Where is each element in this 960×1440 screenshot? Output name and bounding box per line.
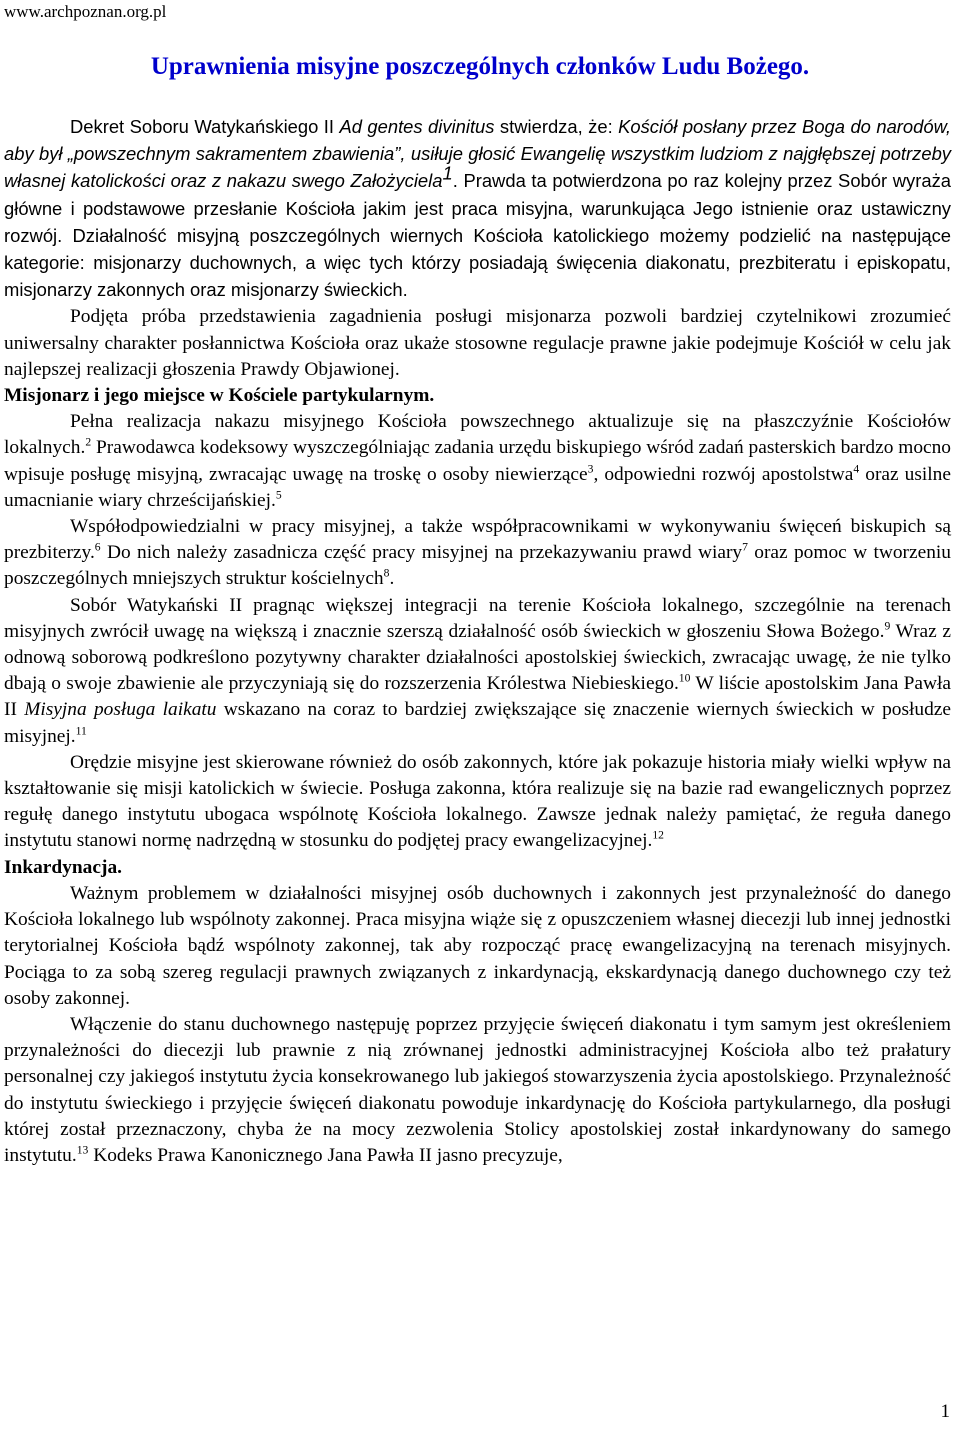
footnote-ref: 7 [742,540,748,554]
footnote-ref: 13 [76,1143,89,1157]
section-heading [4,855,951,881]
text-segment: . [389,568,395,590]
text-segment: Współodpowiedzialni w pracy misyjnej, a także współpracownikami w wykonywaniu święceń biskupich są prezbiterzy. [4,516,951,564]
text-segment: oraz pomoc w tworzeniu poszczególnych mniejszych struktur kościelnych [4,542,951,590]
text-segment: Misyjna posługa laikatu [24,699,217,721]
footnote-ref: 4 [853,462,860,476]
text-segment: , odpowiedni rozwój apostolstwa [593,463,854,485]
text-segment: Prawodawca kodeksowy wyszczególniając zadania urzędu biskupiego wśród zadań pasterskich bardzo mocno wpisuje posługę misyjną, zwracając uwagę na troskę o osoby niewierzące [4,437,952,485]
text-segment: oraz usilne umacnianie wiary chrześcijańskiej. [4,463,951,511]
text-segment: Podjęta próba przedstawienia zagadnienia posługi misjonarza pozwoli bardziej czytelnikowi zrozumieć uniwersalny charakter posłannictwa Kościoła oraz ukaże stosowne regulacje prawne jakie podejmuje Kościół w celu jak najlepszej realizacji głoszenia Prawdy Objawionej. [4,306,951,380]
text-segment: Ważnym problemem w działalności misyjnej osób duchownych i zakonnych jest przynależność do danego Kościoła lokalnego lub wspólnoty zakonnej. Praca misyjna wiąże się z opuszczeniem własnej diecezji lub innej jednostki terytorialnej Kościoła bądź wspólnoty zakonnej, tak aby rozpocząć pracę ewangelizacyjną na terenach misyjnych. Pociąga to za sobą szereg regulacji prawnych związanych z inkardynacją, ekskardynacją danego duchownego czy też osoby zakonnej. [4,882,951,1009]
text-segment: Wraz z odnową soborową podkreślono pozytywny charakter działalności apostolskiej świeckich, zwracając uwagę, że nie tylko dbają o swoje zbawienie ale przyczyniają się do rozszerzenia Królestwa Niebieskiego. [4,620,951,695]
body-paragraph [4,304,951,383]
footnote-ref: 12 [652,829,664,843]
text-segment: W liście apostolskim Jana Pawła II [4,673,951,721]
document-title: Uprawnienia misyjne poszczególnych członków Ludu Bożego. [150,53,810,80]
text-segment: wskazano na coraz to bardziej zwiększające się znaczenie wiernych świeckich w posłudze misyjnej. [4,699,951,747]
body-paragraph [4,750,951,855]
footnote-ref: 10 [678,671,691,685]
body-paragraph [4,881,951,1012]
footnote-ref: 1 [442,162,453,184]
text-segment: Orędzie misyjne jest skierowane również do osób zakonnych, które jak pokazuje historia miały wielki wpływ na kształtowanie się misji katolickich w świecie. Posługa zakonna, która realizuje się na bazie rad ewangelicznych poprzez regułę danego instytutu ubogaca wspólnotę Kościoła lokalnego. Zawsze jednak należy pamiętać, że reguła danego instytutu stanowi normę nadrzędną w stosunku do podjętej pracy ewangelizacyjnej. [4,751,951,852]
text-segment: Inkardynacja. [4,856,122,878]
text-segment: Misjonarz i jego miejsce w Kościele partykularnym. [4,385,435,407]
site-url: www.archpoznan.org.pl [4,2,167,21]
text-segment: Kodeks Prawa Kanonicznego Jana Pawła II jasno precyzuje, [88,1144,563,1166]
body-paragraph [4,514,951,593]
text-segment: stwierdza, że: [494,116,619,137]
footnote-ref: 5 [275,488,282,502]
text-segment: Ad gentes divinitus [339,116,495,137]
footnote-ref: 8 [383,566,390,580]
text-segment: Kościół posłany przez Boga do narodów, aby był „powszechnym sakramentem zbawienia”, usiłuje głosić Ewangelię wszystkim ludziom z najgłębszej potrzeby własnej katolickości oraz z nakazu swego Założyciela [4,116,951,192]
page-number: 1 [940,1401,950,1422]
body-paragraph [4,1012,951,1169]
section-heading [4,383,951,409]
text-segment: Sobór Watykański II pragnąc większej integracji na terenie Kościoła lokalnego, szczególnie na terenach misyjnych zwrócił uwagę na większą i znacznie szerszą działalność osób świeckich w głoszeniu Słowa Bożego. [4,594,951,642]
footnote-ref: 2 [85,435,92,449]
body-paragraph [4,114,951,304]
text-segment: Do nich należy zasadnicza część pracy misyjnej na przekazywaniu prawd wiary [100,542,743,564]
body-paragraph [4,593,951,750]
footnote-ref: 3 [587,462,594,476]
footnote-ref: 6 [94,540,101,554]
text-segment: Pełna realizacja nakazu misyjnego Kościoła powszechnego aktualizuje się na płaszczyźnie Kościołów lokalnych. [4,411,951,459]
document-body [4,114,951,1169]
text-segment: Dekret Soboru Watykańskiego II [70,116,340,137]
text-segment: Włączenie do stanu duchownego następuję poprzez przyjęcie święceń diakonatu i tym samym jest określeniem przynależności do diecezji lub prawnie z nią zrównanej jednostki administracyjnej Kościoła albo też prałatury personalnej czy jakiegoś instytutu życia konsekrowanego lub jakiegoś stowarzyszenia życia apostolskiego. Przynależność do instytutu świeckiego i przyjęcie święceń diakonatu powoduje inkardynację do Kościoła partykularnego, dla posługi której został przeznaczony, chyba że na mocy zezwolenia Stolicy apostolskiej został inkardynowany do samego instytutu. [4,1013,951,1166]
text-segment: . Prawda ta potwierdzona po raz kolejny przez Sobór wyraża główne i podstawowe przesłanie Kościoła jakim jest praca misyjna, warunkująca Jego istnienie oraz ustawiczny rozwój. Działalność misyjną poszczególnych wiernych Kościoła katolickiego możemy podzielić na następujące kategorie: misjonarzy duchownych, a więc tych którzy posiadają święcenia diakonatu, prezbiteratu i episkopatu, misjonarzy zakonnych oraz misjonarzy świeckich. [4,170,951,301]
footnote-ref: 11 [75,724,87,738]
body-paragraph [4,409,951,514]
footnote-ref: 9 [884,619,891,633]
